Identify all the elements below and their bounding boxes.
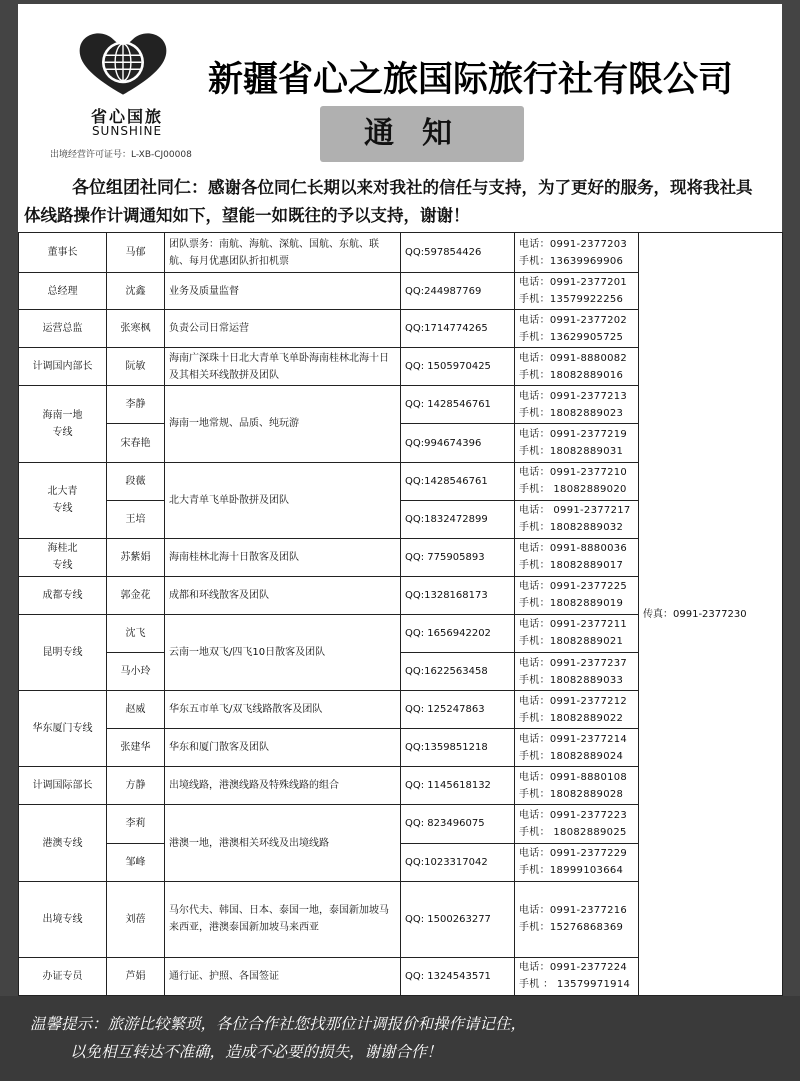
phone-cell (515, 805, 639, 843)
duty-cell: 华东和厦门散客及团队 (165, 729, 401, 767)
table-row (19, 233, 783, 273)
name-cell: 方静 (107, 767, 165, 805)
qq-cell: QQ: 1656942202 (401, 614, 515, 652)
phone-cell (515, 386, 639, 424)
qq-cell: QQ: 125247863 (401, 691, 515, 729)
header (18, 4, 782, 234)
mobile: 手机：18082889022 (519, 712, 624, 724)
name-cell: 李莉 (107, 805, 165, 843)
duty-cell: 云南一地双飞/四飞10日散客及团队 (165, 614, 401, 690)
greeting (24, 174, 764, 230)
tel: 电话：0991-2377211 (519, 619, 628, 631)
tel: 电话：0991-8880036 (519, 543, 628, 555)
duty-cell: 团队票务：南航、海航、深航、国航、东航、联航、每月优惠团队折扣机票 (165, 233, 401, 273)
qq-cell: QQ: 1505970425 (401, 348, 515, 386)
qq-cell: QQ:244987769 (401, 273, 515, 310)
phone-cell (515, 538, 639, 576)
phone-cell (515, 729, 639, 767)
heart-globe-logo-icon (68, 29, 178, 99)
phone-cell (515, 424, 639, 462)
tel: 电话：0991-2377214 (519, 733, 628, 745)
dept-cell: 成都专线 (19, 576, 107, 614)
tel: 电话：0991-2377224 (519, 962, 628, 974)
mobile: 手机：18082889033 (519, 674, 624, 686)
phone-cell (515, 653, 639, 691)
contact-table (18, 232, 783, 996)
qq-cell: QQ: 1145618132 (401, 767, 515, 805)
mobile: 手机：13579922256 (519, 294, 624, 306)
qq-cell: QQ:1428546761 (401, 462, 515, 500)
notice-title: 通知 (320, 106, 524, 162)
duty-cell: 华东五市单飞/双飞线路散客及团队 (165, 691, 401, 729)
phone-cell (515, 462, 639, 500)
name-cell: 芦娟 (107, 957, 165, 995)
qq-cell: QQ:994674396 (401, 424, 515, 462)
name-cell: 赵威 (107, 691, 165, 729)
tel: 电话：0991-2377216 (519, 905, 628, 917)
footer-line-2: 以免相互转达不准确，造成不必要的损失，谢谢合作！ (70, 1043, 443, 1061)
footer-line-1: 温馨提示：旅游比较繁琐，各位合作社您找那位计调报价和操作请记住， (30, 1015, 527, 1033)
mobile: 手机：18082889021 (519, 636, 624, 648)
dept-cell: 海南一地 专线 (19, 386, 107, 462)
phone-cell (515, 767, 639, 805)
duty-cell: 港澳一地，港澳相关环线及出境线路 (165, 805, 401, 881)
mobile: 手机：18082889017 (519, 560, 624, 572)
name-cell: 宋春艳 (107, 424, 165, 462)
greeting-salutation: 各位组团社同仁： (72, 178, 208, 198)
qq-cell: QQ:597854426 (401, 233, 515, 273)
tel: 电话：0991-2377229 (519, 848, 628, 860)
phone-cell (515, 843, 639, 881)
duty-cell: 业务及质量监督 (165, 273, 401, 310)
mobile: 手机：13629905725 (519, 331, 624, 343)
name-cell: 张建华 (107, 729, 165, 767)
mobile: 手机： 18082889020 (519, 484, 627, 496)
mobile: 手机：18082889023 (519, 407, 624, 419)
dept-cell: 出境专线 (19, 881, 107, 957)
qq-cell: QQ:1832472899 (401, 500, 515, 538)
tel: 电话：0991-2377212 (519, 695, 628, 707)
mobile: 手机：18082889031 (519, 446, 624, 458)
qq-cell: QQ:1359851218 (401, 729, 515, 767)
phone-cell (515, 310, 639, 348)
dept-cell: 港澳专线 (19, 805, 107, 881)
tel: 电话：0991-2377201 (519, 277, 628, 289)
duty-cell: 海南桂林北海十日散客及团队 (165, 538, 401, 576)
duty-cell: 成都和环线散客及团队 (165, 576, 401, 614)
dept-cell: 北大青 专线 (19, 462, 107, 538)
dept-cell: 总经理 (19, 273, 107, 310)
mobile: 手机：18082889032 (519, 522, 624, 534)
phone-cell (515, 348, 639, 386)
duty-cell: 负责公司日常运营 (165, 310, 401, 348)
mobile: 手机 ： 13579971914 (519, 979, 631, 991)
qq-cell: QQ:1328168173 (401, 576, 515, 614)
tel: 电话：0991-2377210 (519, 467, 628, 479)
dept-cell: 办证专员 (19, 957, 107, 995)
tel: 电话：0991-8880108 (519, 771, 628, 783)
name-cell: 郭金花 (107, 576, 165, 614)
tel: 电话：0991-2377202 (519, 314, 628, 326)
tel: 电话：0991-2377203 (519, 238, 628, 250)
name-cell: 阮敏 (107, 348, 165, 386)
phone-cell (515, 691, 639, 729)
tel: 电话：0991-2377237 (519, 657, 628, 669)
duty-cell: 通行证、护照、各国签证 (165, 957, 401, 995)
mobile: 手机：15276868369 (519, 922, 624, 934)
name-cell: 李静 (107, 386, 165, 424)
name-cell: 沈飞 (107, 614, 165, 652)
tel: 电话：0991-2377223 (519, 809, 628, 821)
phone-cell (515, 233, 639, 273)
company-name: 新疆省心之旅国际旅行社有限公司 (208, 60, 734, 100)
tel: 电话：0991-2377219 (519, 429, 628, 441)
right-border (782, 0, 800, 1000)
tel: 电话：0991-2377225 (519, 581, 628, 593)
phone-cell (515, 500, 639, 538)
qq-cell: QQ:1023317042 (401, 843, 515, 881)
duty-cell: 马尔代夫、韩国、日本、泰国一地，泰国新加坡马来西亚，港澳泰国新加坡马来西亚 (165, 881, 401, 957)
duty-cell: 北大青单飞单卧散拼及团队 (165, 462, 401, 538)
mobile: 手机：13639969906 (519, 255, 624, 267)
contact-table-body (19, 233, 783, 996)
qq-cell: QQ: 1500263277 (401, 881, 515, 957)
dept-cell: 计调国内部长 (19, 348, 107, 386)
phone-cell (515, 576, 639, 614)
dept-cell: 运营总监 (19, 310, 107, 348)
qq-cell: QQ: 775905893 (401, 538, 515, 576)
name-cell: 王培 (107, 500, 165, 538)
dept-cell: 董事长 (19, 233, 107, 273)
mobile: 手机：18999103664 (519, 865, 624, 877)
qq-cell: QQ: 823496075 (401, 805, 515, 843)
qq-cell: QQ: 1428546761 (401, 386, 515, 424)
phone-cell (515, 614, 639, 652)
duty-cell: 出境线路，港澳线路及特殊线路的组合 (165, 767, 401, 805)
phone-cell (515, 957, 639, 995)
footer-tip (30, 1010, 780, 1066)
name-cell: 邹峰 (107, 843, 165, 881)
tel: 电话：0991-2377213 (519, 390, 628, 402)
qq-cell: QQ:1714774265 (401, 310, 515, 348)
mobile: 手机：18082889028 (519, 788, 624, 800)
tel: 电话： 0991-2377217 (519, 505, 631, 517)
duty-cell: 海南一地常规、品质、纯玩游 (165, 386, 401, 462)
qq-cell: QQ:1622563458 (401, 653, 515, 691)
logo-chinese-text: 省心国旅 (90, 107, 163, 126)
phone-cell (515, 881, 639, 957)
phone-cell (515, 273, 639, 310)
qq-cell: QQ: 1324543571 (401, 957, 515, 995)
tel: 电话：0991-8880082 (519, 352, 628, 364)
dept-cell: 计调国际部长 (19, 767, 107, 805)
mobile: 手机：18082889016 (519, 369, 624, 381)
name-cell: 张寒枫 (107, 310, 165, 348)
left-border (0, 0, 18, 1000)
name-cell: 刘蓓 (107, 881, 165, 957)
dept-cell: 华东厦门专线 (19, 691, 107, 767)
name-cell: 马小玲 (107, 653, 165, 691)
mobile: 手机：18082889024 (519, 750, 624, 762)
dept-cell: 昆明专线 (19, 614, 107, 690)
fax-cell: 传真：0991-2377230 (639, 233, 783, 996)
mobile: 手机：18082889019 (519, 598, 624, 610)
greeting-body: 感谢各位同仁长期以来对我社的信任与支持，为了更好的服务，现将我社具体线路操作计调通知如下，望能一如既往的予以支持，谢谢！ (24, 178, 753, 225)
logo-english-text: SUNSHINE (91, 124, 163, 138)
name-cell: 马郁 (107, 233, 165, 273)
mobile: 手机： 18082889025 (519, 826, 627, 838)
license-number: 出境经营许可证号：L-XB-CJ00008 (50, 150, 192, 160)
name-cell: 苏紫娟 (107, 538, 165, 576)
name-cell: 沈鑫 (107, 273, 165, 310)
duty-cell: 海南广深珠十日北大青单飞单卧海南桂林北海十日及其相关环线散拼及团队 (165, 348, 401, 386)
dept-cell: 海桂北 专线 (19, 538, 107, 576)
name-cell: 段薇 (107, 462, 165, 500)
